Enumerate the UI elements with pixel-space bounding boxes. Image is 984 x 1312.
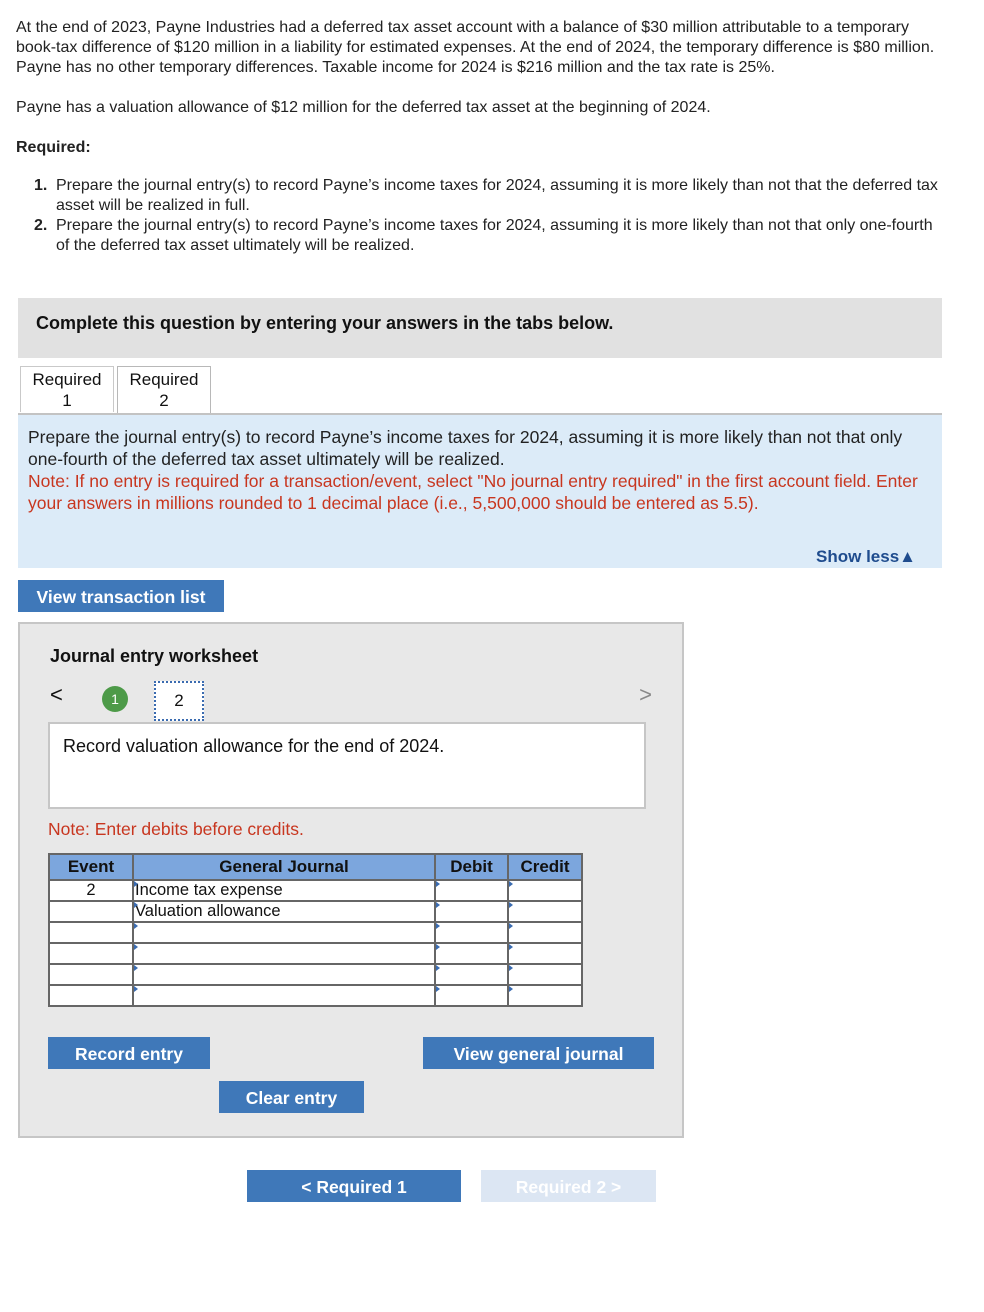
requirement-item [34, 176, 946, 216]
table-row [49, 964, 582, 985]
credit-input[interactable] [508, 880, 582, 901]
required-heading: Required: [16, 139, 91, 156]
general-journal-table [48, 853, 583, 1007]
transaction-description: Record valuation allowance for the end of 2024. [48, 722, 646, 809]
event-cell [49, 943, 133, 964]
chevron-right-icon[interactable]: > [639, 682, 652, 707]
account-value [134, 986, 135, 1004]
account-value: Valuation allowance [135, 902, 281, 920]
show-less-link[interactable]: Show less▲ [816, 547, 916, 566]
column-header-credit: Credit [508, 854, 582, 880]
credit-input[interactable] [508, 901, 582, 922]
chevron-left-icon[interactable]: < [50, 682, 63, 707]
problem-paragraph-1: At the end of 2023, Payne Industries had a deferred tax asset account with a balance of $30 million attributable to a temporary book-tax difference of $120 million in a liability for estimated expenses. At the end of 2024, the temporary difference is $80 million. Payne has no other temporary differences. Taxable income for 2024 is $216 million and the tax rate is 25%. [16, 19, 935, 76]
requirement-item [34, 216, 946, 256]
table-row [49, 880, 582, 901]
tab-instructions [18, 415, 942, 568]
tab-label: Required [32, 370, 102, 389]
requirement-number: 2. [34, 217, 48, 234]
account-value [134, 965, 135, 983]
event-cell [49, 901, 133, 922]
tab-number: 1 [62, 391, 72, 410]
debit-input[interactable] [435, 943, 508, 964]
tab-label: Required [129, 370, 199, 389]
problem-statement [16, 18, 946, 256]
account-select[interactable] [133, 943, 435, 964]
event-cell [49, 985, 133, 1006]
tab-required-1[interactable] [20, 366, 114, 412]
record-entry-button[interactable]: Record entry [48, 1037, 210, 1069]
credit-input[interactable] [508, 985, 582, 1006]
column-header-general-journal: General Journal [133, 854, 435, 880]
view-general-journal-button[interactable]: View general journal [423, 1037, 654, 1069]
tab-required-2[interactable] [117, 366, 211, 414]
table-row [49, 985, 582, 1006]
step-2-indicator[interactable]: 2 [154, 681, 204, 721]
column-header-debit: Debit [435, 854, 508, 880]
credit-input[interactable] [508, 922, 582, 943]
debit-input[interactable] [435, 901, 508, 922]
account-value: Income tax expense [135, 881, 283, 899]
view-transaction-list-button[interactable]: View transaction list [18, 580, 224, 612]
requirement-text: Prepare the journal entry(s) to record Payne’s income taxes for 2024, assuming it is more likely than not that the deferred tax asset will be realized in full. [56, 177, 938, 214]
debit-input[interactable] [435, 985, 508, 1006]
requirement-text: Prepare the journal entry(s) to record Payne’s income taxes for 2024, assuming it is more likely than not that only one-fourth of the deferred tax asset ultimately will be realized. [56, 217, 933, 254]
table-row [49, 943, 582, 964]
account-select[interactable] [133, 880, 435, 901]
credit-input[interactable] [508, 964, 582, 985]
event-cell: 2 [49, 880, 133, 901]
requirement-number: 1. [34, 177, 48, 194]
next-required-button[interactable]: Required 2 > [481, 1170, 656, 1202]
previous-required-button[interactable]: < Required 1 [247, 1170, 461, 1202]
event-cell [49, 964, 133, 985]
account-select[interactable] [133, 922, 435, 943]
account-select[interactable] [133, 901, 435, 922]
event-cell [49, 922, 133, 943]
instructions-banner: Complete this question by entering your answers in the tabs below. [18, 298, 942, 358]
instruction-note: Note: If no entry is required for a transaction/event, select "No journal entry required" in the first account field. Enter your answers in millions rounded to 1 decimal place (i.e., 5,500,000 should be entered as 5.5). [28, 471, 918, 513]
debits-credits-note: Note: Enter debits before credits. [48, 819, 304, 839]
clear-entry-button[interactable]: Clear entry [219, 1081, 364, 1113]
debit-input[interactable] [435, 922, 508, 943]
problem-paragraph-2: Payne has a valuation allowance of $12 million for the deferred tax asset at the beginning of 2024. [16, 99, 711, 116]
worksheet-title: Journal entry worksheet [50, 646, 259, 666]
debit-input[interactable] [435, 880, 508, 901]
account-select[interactable] [133, 964, 435, 985]
column-header-event: Event [49, 854, 133, 880]
account-select[interactable] [133, 985, 435, 1006]
tab-number: 2 [159, 391, 169, 410]
requirements-list [34, 176, 946, 256]
step-1-indicator[interactable]: 1 [102, 686, 128, 712]
account-value [134, 923, 135, 941]
account-value [134, 944, 135, 962]
instruction-text: Prepare the journal entry(s) to record Payne’s income taxes for 2024, assuming it is more likely than not that only one-fourth of the deferred tax asset ultimately will be realized. [28, 427, 903, 469]
journal-entry-worksheet [18, 622, 684, 1138]
table-header-row [49, 854, 582, 880]
credit-input[interactable] [508, 943, 582, 964]
table-row [49, 922, 582, 943]
debit-input[interactable] [435, 964, 508, 985]
table-row [49, 901, 582, 922]
